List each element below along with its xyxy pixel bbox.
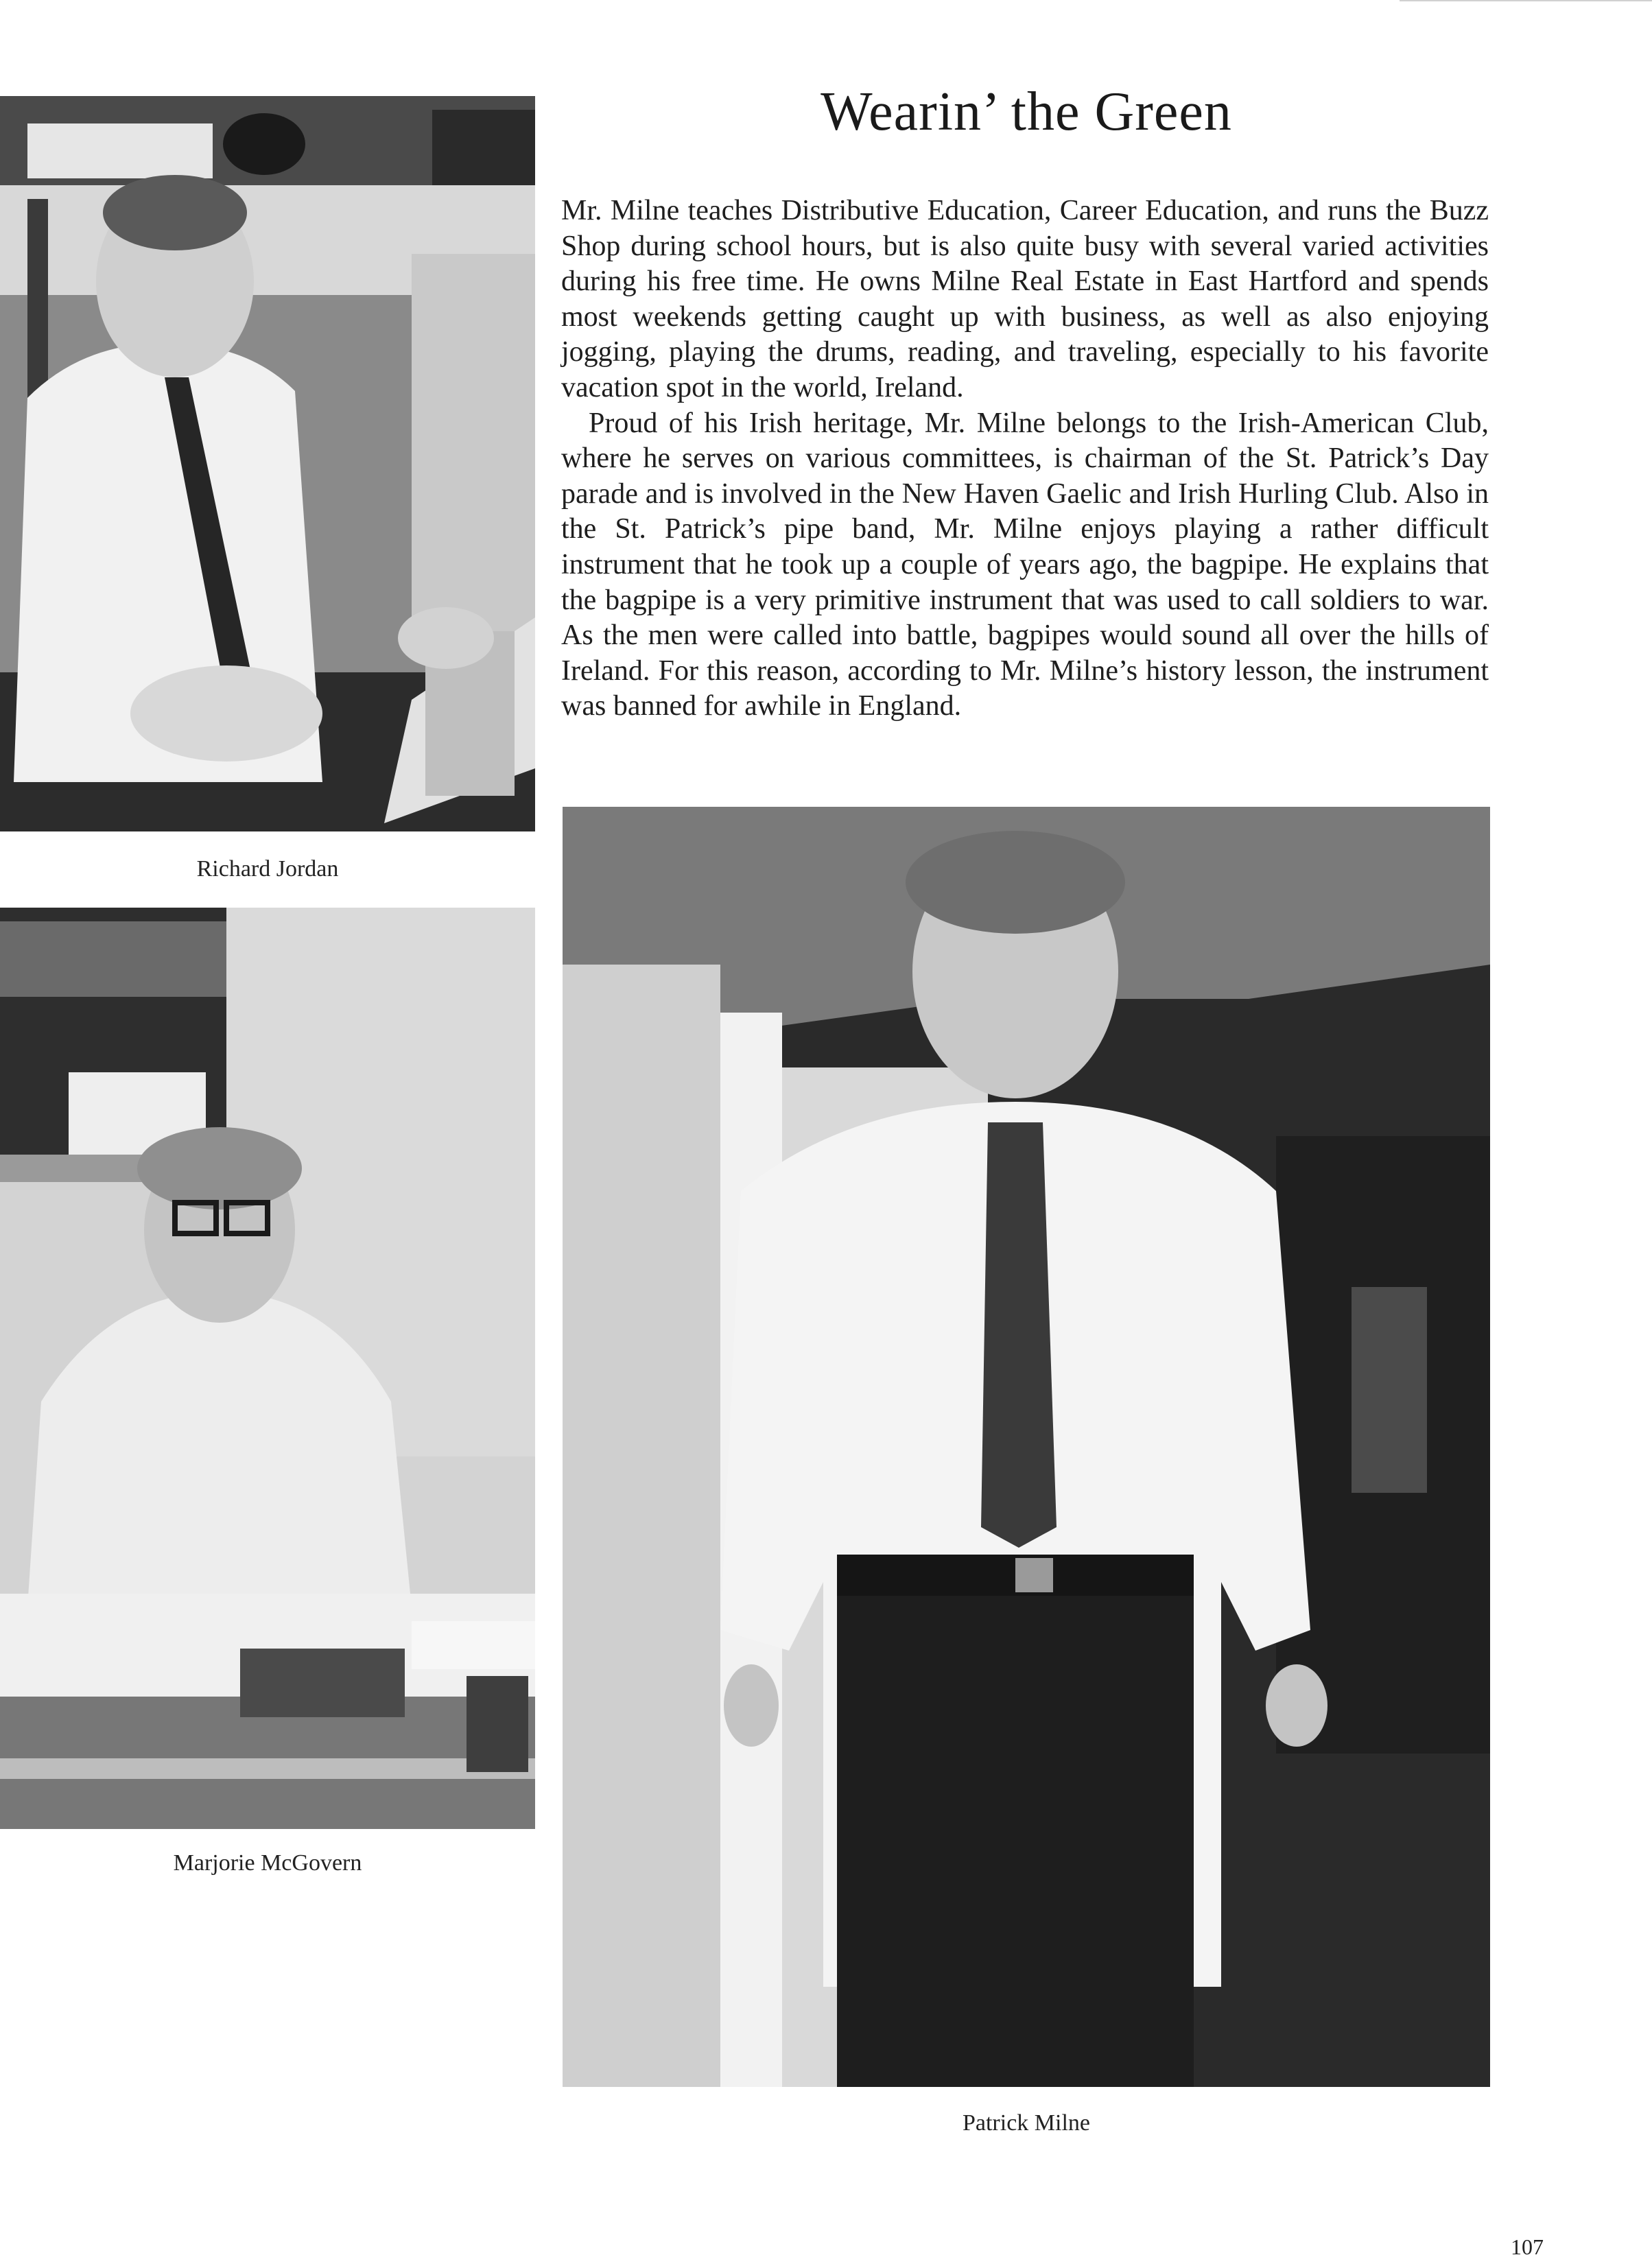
article-body bbox=[561, 193, 1489, 724]
caption-patrick-milne: Patrick Milne bbox=[962, 2110, 1091, 2136]
article-title: Wearin’ the Green bbox=[821, 82, 1232, 142]
photo-richard-jordan bbox=[0, 96, 535, 831]
article-paragraph-2: Proud of his Irish heritage, Mr. Milne belongs to the Irish-American Club, where he serves on various committees, is chairman of the St. Patrick’s Day parade and is involved in the New Haven Gaelic and Irish Hurling Club. Also in the St. Patrick’s pipe band, Mr. Milne enjoys playing a rather difficult instrument that he took up a couple of years ago, the bagpipe. He explains that the bagpipe is a very primitive instrument that was used to call soldiers to war. As the men were called into battle, bagpipes would sound all over the hills of Ireland. For this reason, according to Mr. Milne’s history lesson, the instrument was banned for awhile in England. bbox=[561, 407, 1489, 722]
photo-richard-jordan-image bbox=[0, 96, 535, 831]
page-number: 107 bbox=[1511, 2234, 1544, 2259]
photo-marjorie-mcgovern bbox=[0, 908, 535, 1829]
article-paragraph-1: Mr. Milne teaches Distributive Education, Career Education, and runs the Buzz Shop during school hours, but is also quite busy with several varied activities during his free time. He owns Milne Real Estate in East Hartford and spends most weekends getting caught up with business, as well as also enjoying jogging, playing the drums, reading, and traveling, especially to his favorite vacation spot in the world, Ireland. bbox=[561, 195, 1489, 403]
caption-marjorie-mcgovern: Marjorie McGovern bbox=[173, 1850, 362, 1876]
top-edge-rule bbox=[1400, 0, 1652, 1]
caption-richard-jordan: Richard Jordan bbox=[196, 856, 339, 882]
photo-patrick-milne bbox=[563, 807, 1490, 2087]
photo-patrick-milne-image bbox=[563, 807, 1490, 2087]
photo-marjorie-mcgovern-image bbox=[0, 908, 535, 1829]
